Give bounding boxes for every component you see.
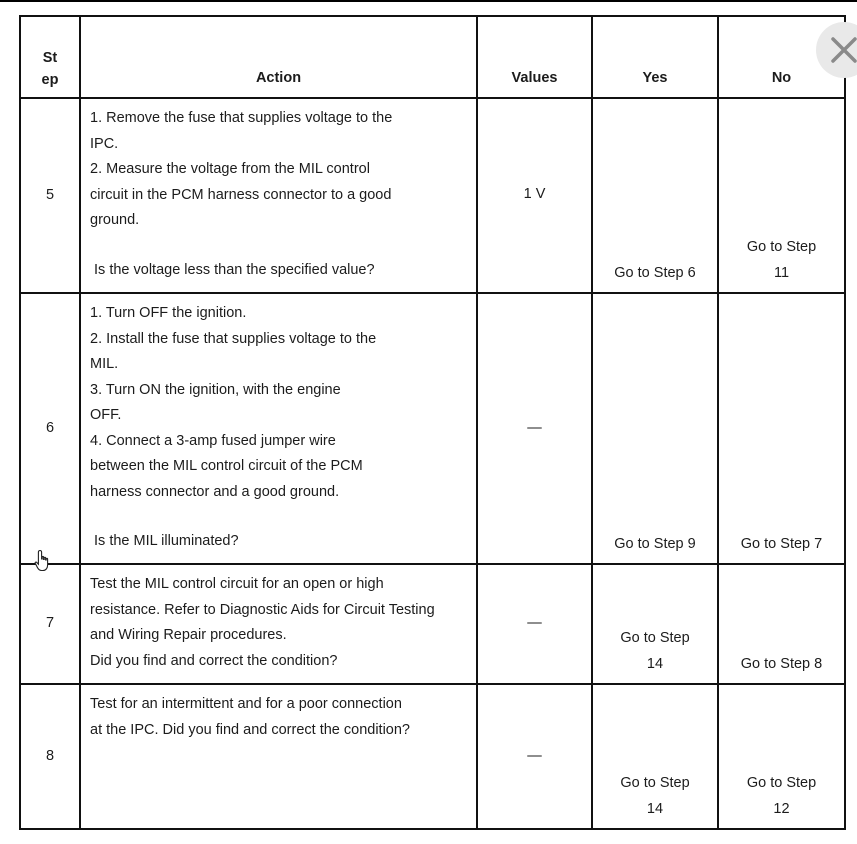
question-text: Is the MIL illuminated? — [90, 533, 239, 549]
diagnostic-table — [19, 15, 846, 830]
header-values: Values — [477, 16, 592, 98]
header-step: St ep — [20, 16, 80, 98]
yes-cell: Go to Step 9 — [592, 293, 718, 564]
action-cell: 1. Turn OFF the ignition. 2. Install the fuse that supplies voltage to the MIL. 3. Turn ON the ignition, with the engine OFF. 4. Connect a 3-amp fused jumper wire between the MIL control circuit of the PCM harness connector and a good ground. Is the MIL illuminated? — [80, 293, 477, 564]
action-cell: Test the MIL control circuit for an open or high resistance. Refer to Diagnostic Aids for Circuit Testing and Wiring Repair procedures. Did you find and correct the condition? — [80, 564, 477, 684]
no-cell: Go to Step 12 — [718, 684, 845, 829]
yes-cell: Go to Step 6 — [592, 98, 718, 293]
close-icon — [830, 36, 857, 64]
step-number: 6 — [20, 293, 80, 564]
value-cell: — — [477, 564, 592, 684]
action-cell: Test for an intermittent and for a poor connection at the IPC. Did you find and correct the condition? — [80, 684, 477, 829]
no-cell: Go to Step 8 — [718, 564, 845, 684]
yes-cell: Go to Step 14 — [592, 564, 718, 684]
value-cell: — — [477, 293, 592, 564]
no-cell: Go to Step 7 — [718, 293, 845, 564]
header-no: No — [718, 16, 845, 98]
table-row — [20, 684, 845, 829]
no-cell: Go to Step 11 — [718, 98, 845, 293]
header-action: Action — [80, 16, 477, 98]
value-cell: — — [477, 684, 592, 829]
header-yes: Yes — [592, 16, 718, 98]
table-row — [20, 293, 845, 564]
step-number: 8 — [20, 684, 80, 829]
action-cell: 1. Remove the fuse that supplies voltage to the IPC. 2. Measure the voltage from the MIL control circuit in the PCM harness connector to a good ground. Is the voltage less than the specified value? — [80, 98, 477, 293]
top-divider — [0, 0, 857, 2]
value-cell: 1 V — [477, 98, 592, 293]
yes-cell: Go to Step 14 — [592, 684, 718, 829]
table-row — [20, 98, 845, 293]
table-row — [20, 564, 845, 684]
question-text: Is the voltage less than the specified value? — [90, 261, 375, 278]
hand-cursor-icon — [34, 549, 52, 573]
step-number: 7 — [20, 564, 80, 684]
step-number: 5 — [20, 98, 80, 293]
table-header-row — [20, 16, 845, 98]
